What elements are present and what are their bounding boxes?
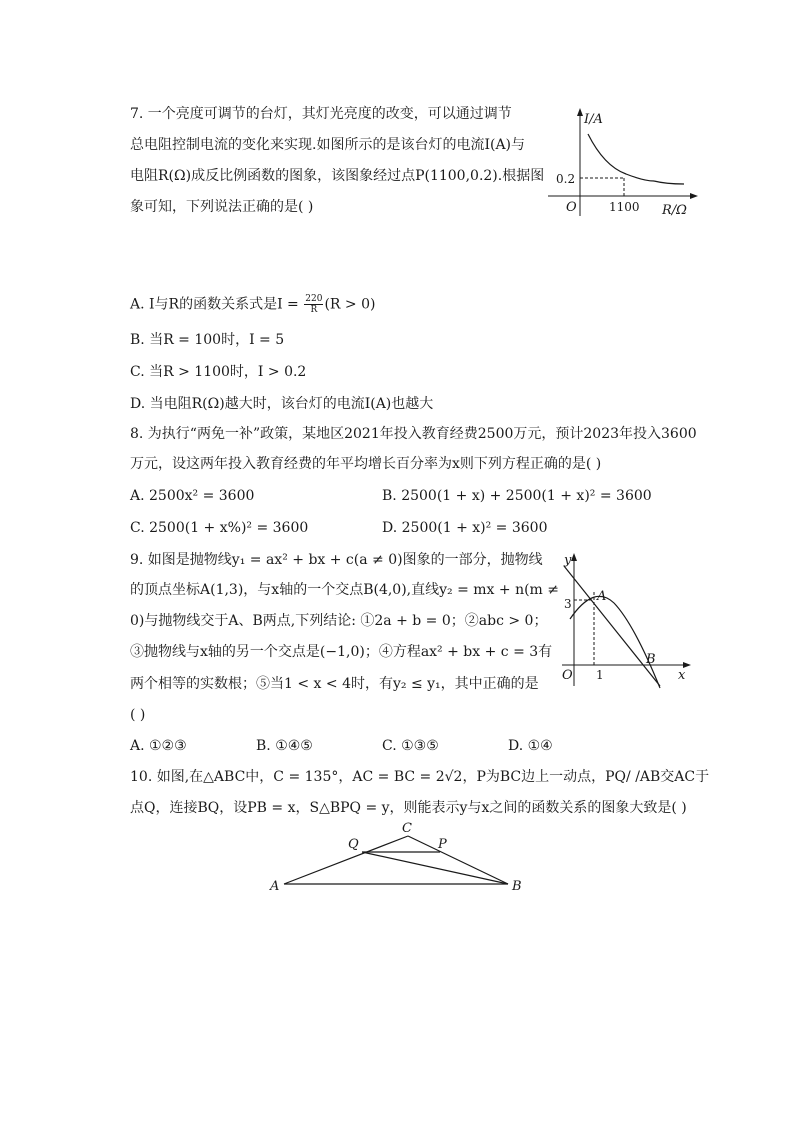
q7-option-a-post: (R > 0) [324, 296, 376, 313]
q7-option-a-num: 220 [305, 294, 323, 304]
q9-parabola [570, 596, 660, 688]
q7-hyperbola [588, 134, 654, 181]
q9-option-b: B. ①④⑤ [256, 738, 313, 754]
q8-option-c: C. 2500(1 + x%)² = 3600 [130, 520, 309, 536]
q8-line-2: 万元，设这两年投入教育经费的年平均增长百分率为x则下列方程正确的是( ) [130, 456, 602, 472]
q9-line-2: 的顶点坐标A(1,3)，与x轴的一个交点B(4,0),直线y₂ = mx + n(m ≠ [130, 582, 560, 598]
q7-line-2: 总电阻控制电流的变化来实现.如图所示的是该台灯的电流I(A)与 [130, 137, 526, 153]
q9-line-3: 0)与抛物线交于A、B两点,下列结论: ①2a + b = 0；②abc > 0； [130, 613, 548, 629]
q7-hyperbola-tail [654, 181, 684, 184]
q10-label-p: P [438, 837, 447, 852]
q7-option-d: D. 当电阻R(Ω)越大时，该台灯的电流I(A)也越大 [130, 396, 434, 412]
q7-option-a [130, 294, 375, 315]
q9-line-6: ( ) [130, 707, 146, 723]
q7-line-3: 电阻R(Ω)成反比例函数的图象，该图象经过点P(1100,0.2).根据图 [130, 168, 545, 184]
q7-x-label: R/Ω [662, 203, 687, 218]
q7-x-arrow [690, 193, 698, 199]
q7-option-c: C. 当R > 1100时，I > 0.2 [130, 364, 307, 380]
q10-figure [268, 818, 538, 898]
q9-y-tick: 3 [564, 597, 572, 611]
q10-label-c: C [402, 821, 412, 836]
q10-label-a: A [270, 879, 280, 894]
q7-graph [544, 104, 704, 224]
q10-line-1: 10. 如图,在△ABC中，C = 135°，AC = BC = 2√2，P为BC边上一动点，PQ/ /AB交AC于 [130, 769, 710, 785]
q7-option-a-fraction [304, 294, 323, 315]
q7-x-tick: 1100 [609, 200, 640, 214]
q9-line-1: 9. 如图是抛物线y₁ = ax² + bx + c(a ≠ 0)图象的一部分，抛物线 [130, 552, 543, 568]
q9-option-a: A. ①②③ [130, 738, 187, 754]
q9-y-arrow [571, 553, 577, 561]
q10-segment-bq [362, 852, 508, 884]
q10-side-bc [408, 836, 508, 884]
q9-x-label: x [678, 668, 686, 683]
q10-label-q: Q [348, 837, 359, 852]
q9-option-c: C. ①③⑤ [382, 738, 439, 754]
q7-y-label: I/A [584, 112, 603, 127]
q7-option-a-den: R [310, 305, 318, 315]
q7-y-arrow [577, 108, 583, 116]
q8-line-1: 8. 为执行“两免一补”政策，某地区2021年投入教育经费2500万元，预计2023年投入3600 [130, 426, 697, 442]
q7-line-1: 7. 一个亮度可调节的台灯，其灯光亮度的改变，可以通过调节 [130, 106, 512, 122]
q9-line-5: 两个相等的实数根；⑤当1 < x < 4时，有y₂ ≤ y₁，其中正确的是 [130, 676, 539, 692]
q9-option-d: D. ①④ [508, 738, 553, 754]
q8-option-a: A. 2500x² = 3600 [130, 488, 255, 504]
q7-option-a-pre: A. I与R的函数关系式是I = [130, 296, 304, 313]
q7-origin: O [566, 200, 577, 215]
q8-option-b: B. 2500(1 + x) + 2500(1 + x)² = 3600 [382, 488, 652, 504]
q7-option-b: B. 当R = 100时，I = 5 [130, 332, 285, 348]
q9-line [564, 566, 660, 686]
q9-origin: O [562, 668, 573, 683]
q10-label-b: B [512, 879, 522, 894]
q9-point-a: A [597, 589, 607, 604]
q9-graph [556, 548, 696, 698]
q8-option-d: D. 2500(1 + x)² = 3600 [382, 520, 548, 536]
q9-point-b: B [646, 652, 656, 667]
q9-y-label: y [564, 553, 572, 568]
q9-line-4: ③抛物线与x轴的另一个交点是(−1,0)；④方程ax² + bx + c = 3有 [130, 644, 553, 660]
q7-line-4: 象可知，下列说法正确的是( ) [130, 199, 314, 215]
q7-y-tick: 0.2 [556, 172, 576, 186]
q10-line-2: 点Q，连接BQ，设PB = x，S△BPQ = y，则能表示y与x之间的函数关系的图象大致是( ) [130, 800, 687, 816]
q9-x-tick: 1 [596, 668, 604, 682]
q10-side-ac [284, 836, 408, 884]
